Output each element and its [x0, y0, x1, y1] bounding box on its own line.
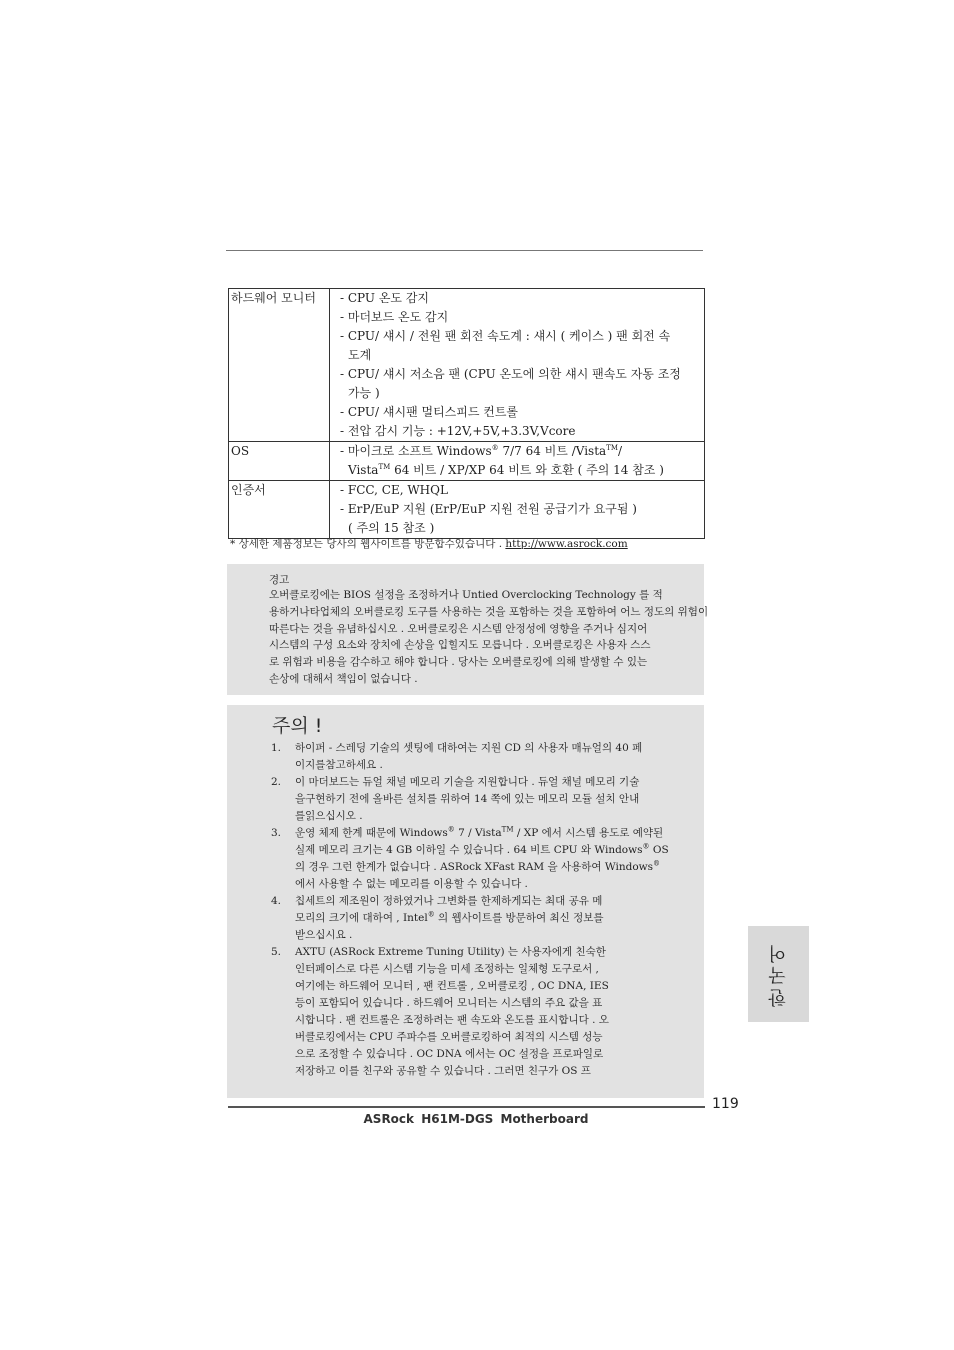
note-line: 이지를참고하세요 .	[295, 759, 383, 771]
note-line: 저장하고 이를 친구와 공유할 수 있습니다 . 그러면 친구가 OS 프	[295, 1065, 591, 1077]
warning-line: 시스템의 구성 요소와 장치에 손상을 입힐지도 모릅니다 . 오버클로킹은 사용자 스스	[269, 639, 651, 652]
note-line: 운영 체제 한계 때문에 Windows® 7 / Vista™ / XP 에서 시스템 용도로 예약된	[295, 825, 664, 839]
note-item	[271, 740, 669, 774]
notes-box	[227, 705, 704, 1098]
spec-value	[330, 481, 705, 539]
spec-value	[330, 442, 705, 481]
note-line: AXTU (ASRock Extreme Tuning Utility) 는 사용자에게 친숙한	[295, 946, 606, 958]
spec-line: - 전압 감시 기능 : +12V,+5V,+3.3V,Vcore	[340, 424, 576, 438]
spec-label: 인증서	[229, 481, 330, 539]
website-footnote	[230, 536, 628, 551]
note-line: 인터페이스로 다른 시스템 기능을 미세 조정하는 일체형 도구로서 ,	[295, 963, 599, 975]
note-item	[271, 944, 669, 1080]
top-rule	[226, 250, 703, 251]
spec-line: - 마이크로 소프트 Windows® 7/7 64 비트 /Vista™/	[340, 444, 623, 458]
spec-line: 가능 )	[348, 386, 380, 400]
note-number: 1.	[271, 742, 282, 754]
note-line: 에서 사용할 수 없는 메모리를 이용할 수 있습니다 .	[295, 878, 528, 890]
spec-label: OS	[229, 442, 330, 481]
spec-line: - 마더보드 온도 감지	[340, 310, 449, 324]
warning-line: 로 위험과 비용을 감수하고 해야 합니다 . 당사는 오버클로킹에 의해 발생할 수 있는	[269, 656, 648, 669]
bottom-rule	[228, 1106, 705, 1108]
spec-line: Vista™ 64 비트 / XP/XP 64 비트 와 호환 ( 주의 14 참조 )	[348, 463, 664, 477]
spec-line: - CPU/ 섀시팬 멀티스피드 컨트롤	[340, 405, 519, 419]
warning-line: 손상에 대해서 책임이 없습니다 .	[269, 672, 418, 685]
note-line: 하이퍼 - 스레딩 기술의 셋팅에 대하여는 지원 CD 의 사용자 매뉴얼의 40 페	[295, 742, 643, 754]
note-number: 5.	[271, 946, 282, 958]
spec-line: - FCC, CE, WHQL	[340, 483, 448, 497]
spec-line: - CPU/ 섀시 저소음 팬 (CPU 온도에 의한 섀시 팬속도 자동 조정	[340, 367, 681, 381]
language-tab-label: 한국어	[767, 941, 789, 1007]
spec-line: ( 주의 15 참조 )	[348, 521, 435, 535]
note-item	[271, 825, 669, 893]
note-line: 으로 조정할 수 있습니다 . OC DNA 에서는 OC 설정을 프로파일로	[295, 1048, 604, 1060]
warning-line: 따른다는 것을 유념하십시오 . 오버클로킹은 시스템 안정성에 영향을 주거나 심지어	[269, 622, 648, 635]
warning-line: 용하거나타업체의 오버클로킹 도구를 사용하는 것을 포함하는 것을 포함하여 어느 정도의 위험이	[269, 605, 709, 618]
note-line: 여기에는 하드웨어 모니터 , 팬 컨트롤 , 오버클로킹 , OC DNA, IES	[295, 980, 609, 992]
note-line: 의 경우 그런 한계가 없습니다 . ASRock XFast RAM 을 사용하여 Windows®	[295, 859, 661, 873]
spec-value	[330, 289, 705, 442]
note-line: 시합니다 . 팬 컨트롤은 조정하려는 팬 속도와 온도를 표시합니다 . 오	[295, 1014, 609, 1026]
spec-line: - CPU 온도 감지	[340, 291, 430, 305]
note-line: 이 마더보드는 듀얼 채널 메모리 기술을 지원합니다 . 듀얼 채널 메모리 기술	[295, 776, 640, 788]
note-line: 등이 포함되어 있습니다 . 하드웨어 모니터는 시스템의 주요 값을 표	[295, 997, 603, 1009]
page-number: 119	[712, 1096, 739, 1112]
language-tab	[748, 926, 809, 1022]
warning-line: 오버클로킹에는 BIOS 설정을 조정하거나 Untied Overclocking Technology 를 적	[269, 589, 663, 601]
spec-line: 도계	[348, 348, 372, 362]
spec-row-certification	[229, 481, 705, 539]
spec-table	[228, 288, 705, 539]
note-number: 2.	[271, 776, 282, 788]
note-line: 실제 메모리 크기는 4 GB 이하일 수 있습니다 . 64 비트 CPU 와 Windows® OS	[295, 842, 669, 856]
footnote-text: * 상세한 제품정보는 당사의 웹사이트를 방문합수있습니다 .	[230, 538, 506, 550]
note-item	[271, 893, 669, 944]
note-number: 3.	[271, 827, 282, 839]
spec-row-os	[229, 442, 705, 481]
spec-label: 하드웨어 모니터	[229, 289, 330, 442]
note-line: 버클로킹에서는 CPU 주파수를 오버클로킹하여 최적의 시스템 성능	[295, 1031, 603, 1043]
notes-title: 주의 !	[272, 715, 323, 737]
note-line: 칩세트의 제조원이 정하였거나 그변화를 한제하게되는 최대 공유 메	[295, 895, 603, 907]
warning-box	[227, 564, 709, 695]
footer-title: ASRock H61M-DGS Motherboard	[363, 1112, 589, 1126]
note-line: 받으십시요 .	[295, 929, 353, 941]
notes-list	[271, 740, 669, 1080]
warning-title: 경고	[269, 574, 290, 586]
note-line: 을구현하기 전에 올바른 설치를 위하여 14 쪽에 있는 메모리 모듈 설치 안내	[295, 793, 640, 805]
note-item	[271, 774, 669, 825]
note-line: 모리의 크기에 대하여 , Intel® 의 웹사이트를 방문하여 최신 정보를	[295, 910, 604, 924]
note-number: 4.	[271, 895, 282, 907]
spec-line: - CPU/ 섀시 / 전원 팬 회전 속도계 : 섀시 ( 케이스 ) 팬 회전 속	[340, 329, 671, 343]
note-line: 를읽으십시오 .	[295, 810, 363, 822]
spec-row-hardware-monitor	[229, 289, 705, 442]
warning-body	[269, 587, 708, 688]
spec-line: - ErP/EuP 지원 (ErP/EuP 지원 전원 공급기가 요구됨 )	[340, 502, 637, 516]
website-link[interactable]: http://www.asrock.com	[505, 538, 628, 550]
